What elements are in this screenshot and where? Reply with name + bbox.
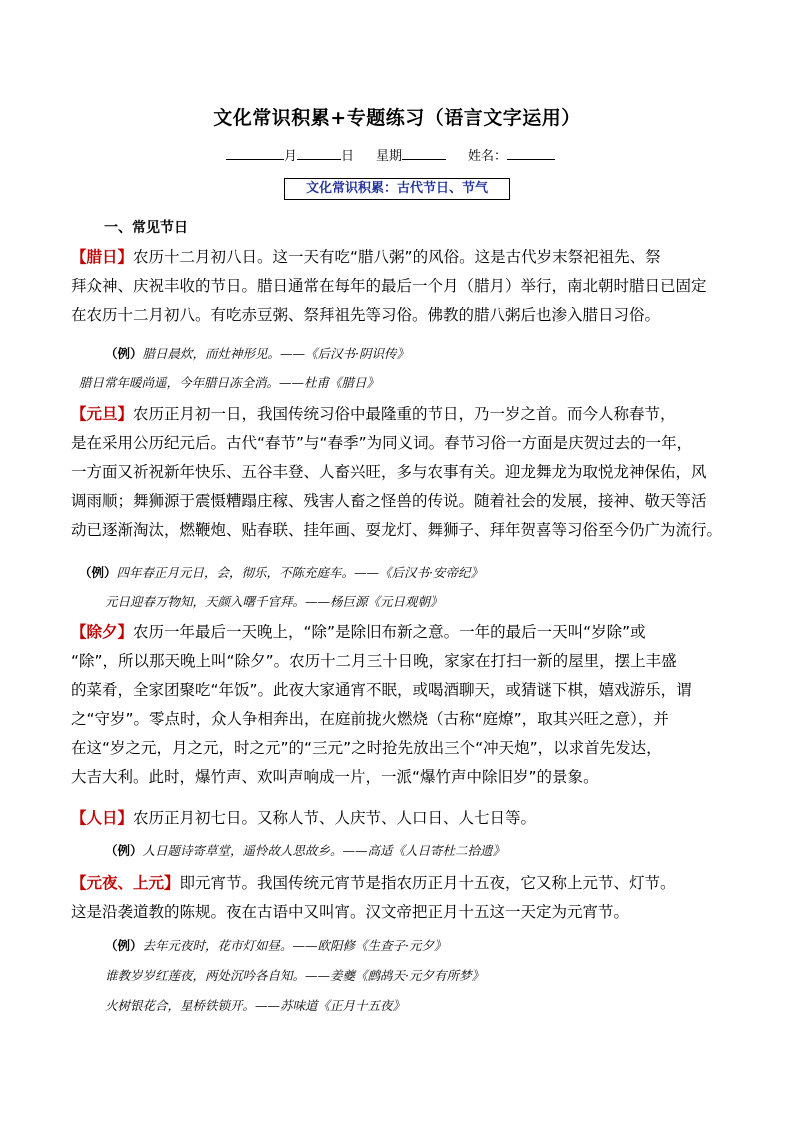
day-label: 日: [341, 149, 355, 164]
term-ren-ri: 【人日】: [71, 809, 134, 827]
paragraph-yuan-ye: [71, 869, 729, 927]
term-yuan-ye: 【元夜、上元】: [71, 874, 180, 892]
example-line: （例）四年春正月元日，会，彻乐，不陈充庭车。——《后汉书·安帝纪》: [79, 565, 483, 580]
text-line: 是在采用公历纪元后。古代“春节”与“春季”为同义词。春节习俗一方面是庆贺过去的一年，: [71, 434, 693, 452]
info-line: [226, 145, 586, 164]
day-blank: [297, 145, 341, 160]
text-line: 农历十二月初八日。这一天有吃“腊八粥”的风俗。这是古代岁末祭祀祖先、祭: [133, 248, 661, 266]
text-line: 在农历十二月初八。有吃赤豆粥、祭拜祖先等习俗。佛教的腊八粥后也渗入腊日习俗。: [71, 306, 661, 324]
month-label: 月: [284, 149, 298, 164]
text-line: 动已逐渐淘汰，燃鞭炮、贴春联、挂年画、耍龙灯、舞狮子、拜年贺喜等习俗至今仍广为流行。: [71, 521, 723, 539]
text-line: 农历一年最后一天晚上，“除”是除旧布新之意。一年的最后一天叫“岁除”或: [133, 623, 646, 641]
text-line: 在这“岁之元，月之元，时之元”的“三元”之时抢先放出三个“冲天炮”，以求首先发达，: [71, 739, 662, 757]
month-blank: [226, 145, 284, 160]
example-line: 腊日常年暖尚遥，今年腊日冻全消。——杜甫《腊日》: [79, 375, 380, 390]
example-line: 火树银花合，星桥铁锁开。——苏味道《正月十五夜》: [105, 998, 406, 1013]
text-line: 一方面又祈祝新年快乐、五谷丰登、人畜兴旺，多与农事有关。迎龙舞龙为取悦龙神保佑，风: [71, 463, 707, 481]
section-header-box: 文化常识积累：古代节日、节气: [284, 178, 510, 200]
example-line: （例）去年元夜时，花市灯如昼。——欧阳修《生查子·元夕》: [105, 938, 447, 953]
term-yuan-dan: 【元旦】: [71, 405, 134, 423]
name-blank: [507, 145, 555, 160]
text-line: 拜众神、庆祝丰收的节日。腊日通常在每年的最后一个月（腊月）举行，南北朝时腊日已固定: [71, 277, 707, 295]
name-label: 姓名：: [468, 149, 508, 164]
term-la-ri: 【腊日】: [71, 248, 134, 266]
text-line: 农历正月初七日。又称人节、人庆节、人口日、人七日等。: [133, 809, 537, 827]
text-line: 大吉大利。此时，爆竹声、欢叫声响成一片，一派“爆竹声中除旧岁”的景象。: [71, 768, 599, 786]
example-line: 元日迎春万物知，天颜入曙千官拜。——杨巨源《元日观朝》: [105, 594, 443, 609]
paragraph-yuan-dan: [71, 400, 729, 545]
text-line: 的菜肴，全家团聚吃“年饭”。此夜大家通宵不眠，或喝酒聊天，或猜谜下棋，嬉戏游乐，谓: [71, 681, 692, 699]
text-line: 调雨顺；舞狮源于震慑糟蹋庄稼、残害人畜之怪兽的传说。随着社会的发展，接神、敬天等活: [71, 492, 707, 510]
text-line: “除”，所以那天晚上叫“除夕”。农历十二月三十日晚，家家在打扫一新的屋里，摆上丰盛: [71, 652, 677, 670]
example-line: 谁教岁岁红莲夜，两处沉吟各自知。——姜夔《鹧鸪天·元夕有所梦》: [105, 968, 484, 983]
week-blank: [402, 145, 446, 160]
text-line: 这是沿袭道教的陈规。夜在古语中又叫宵。汉文帝把正月十五这一天定为元宵节。: [71, 903, 630, 921]
example-line: （例）腊日晨炊，而灶神形见。——《后汉书·阴识传》: [105, 346, 409, 361]
text-line: 农历正月初一日，我国传统习俗中最隆重的节日，乃一岁之首。而今人称春节，: [133, 405, 676, 423]
paragraph-la-ri: [71, 243, 729, 330]
paragraph-chu-xi: [71, 618, 729, 792]
paragraph-ren-ri: [71, 804, 729, 833]
heading-common-festivals: 一、常见节日: [104, 220, 188, 236]
week-label: 星期: [376, 149, 403, 164]
text-line: 之“守岁”。零点时，众人争相奔出，在庭前拢火燃烧（古称“庭燎”，取其兴旺之意），并: [71, 710, 669, 728]
example-line: （例）人日题诗寄草堂，遥怜故人思故乡。——高适《人日寄杜二拾遗》: [105, 843, 506, 858]
document-title: 文化常识积累+专题练习（语言文字运用）: [213, 107, 581, 129]
term-chu-xi: 【除夕】: [71, 623, 134, 641]
text-line: 即元宵节。我国传统元宵节是指农历正月十五夜，它又称上元节、灯节。: [179, 874, 676, 892]
